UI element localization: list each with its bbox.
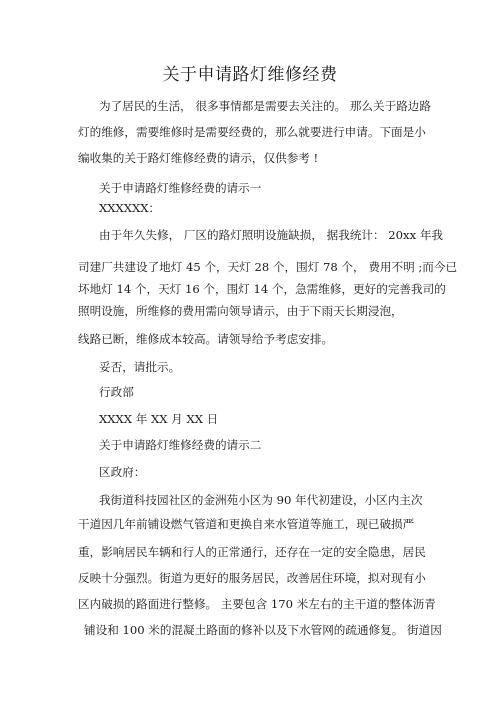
text-line: 照明设施，所维修的费用需向领导请示，由于下雨天长期浸泡，	[78, 304, 403, 318]
document-title: 关于申请路灯维修经费	[162, 65, 338, 85]
text-line: 编收集的关于路灯维修经费的请示，仅供参考 !	[78, 151, 319, 165]
signature-department: 行政部	[99, 385, 134, 399]
addressee: 区政府：	[99, 465, 146, 479]
text-line: 我街道科技园社区的金洲苑小区为 90 年代初建设，小区内主次	[99, 493, 423, 507]
text-line: 反映十分强烈。街道为更好的服务居民，改善居住环境，拟对现有小	[78, 571, 426, 585]
section-heading: 关于申请路灯维修经费的请示一	[99, 181, 262, 195]
text-line: 铺设和 100 米的混凝土路面的修补以及下水管网的疏通修复。 街道因	[84, 623, 442, 637]
text-line: 司建厂共建设了地灯 45 个，天灯 28 个，围灯 78 个， 费用不明 ;而今已	[78, 260, 458, 274]
text-line: 由于年久失修， 厂区的路灯照明设施缺损， 据我统计： 20xx 年我	[99, 228, 444, 242]
text-line: 重，影响居民车辆和行人的正常通行，还存在一定的安全隐患，居民	[78, 545, 426, 559]
text-line: 灯的维修，需要维修时是需要经费的，那么就要进行申请。下面是小	[78, 125, 426, 139]
signature-date: XXXX 年 XX 月 XX 日	[99, 412, 219, 426]
text-line: 区内破损的路面进行整修。 主要包含 170 米左右的主干道的整体沥青	[78, 597, 436, 611]
text-line: 干道因几年前铺设燃气管道和更换自来水管道等施工，现已破损严	[78, 517, 415, 531]
text-line: 线路已断，维修成本较高。请领导给予考虑安排。	[78, 332, 334, 346]
text-line: 坏地灯 14 个，天灯 16 个，围灯 14 个，急需维修，更好的完善我司的	[78, 282, 446, 296]
addressee: XXXXXX：	[99, 201, 161, 215]
text-line: 妥否，请批示。	[99, 360, 181, 374]
text-line: 为了居民的生活， 很多事情都是需要去关注的。 那么关于路边路	[99, 99, 431, 113]
section-heading: 关于申请路灯维修经费的请示二	[99, 438, 262, 452]
